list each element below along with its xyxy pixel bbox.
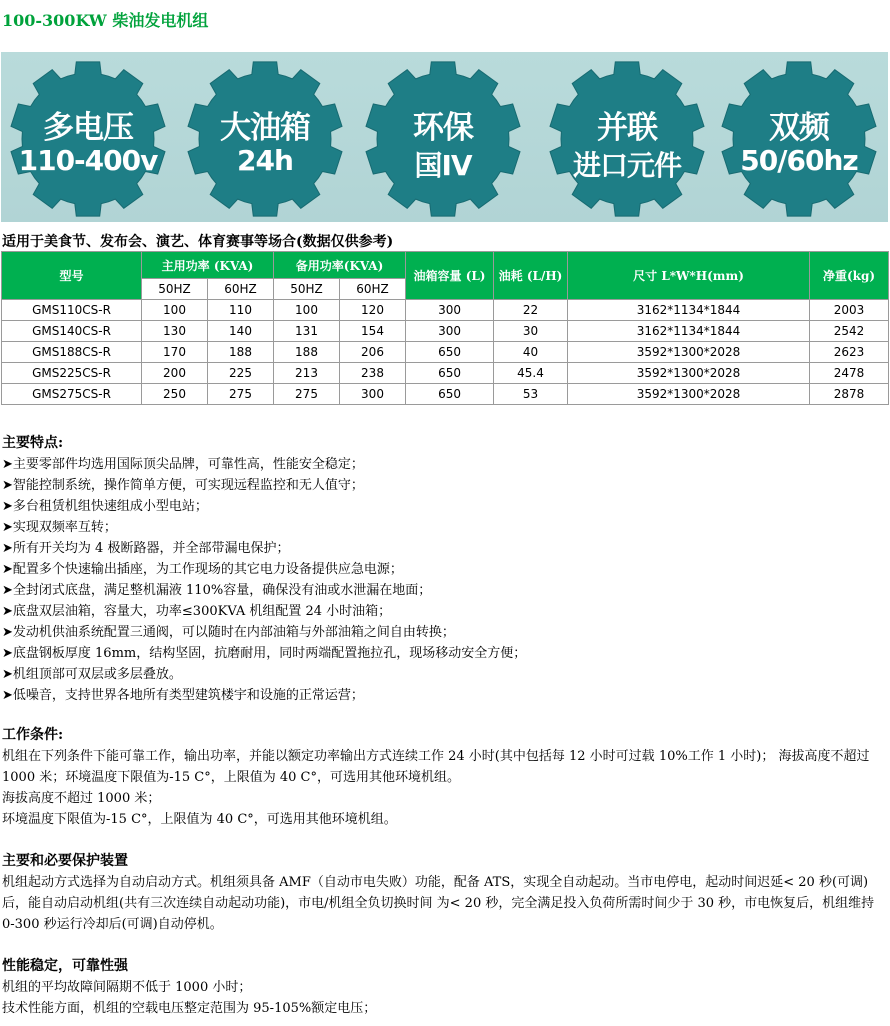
conditions-section: [2, 725, 886, 830]
cell-prime-60hz: 225: [208, 363, 274, 384]
cell-weight: 2623: [810, 342, 889, 363]
gear-subtitle: 24h: [237, 144, 293, 177]
cell-standby-50hz: 131: [274, 321, 340, 342]
spec-table: [1, 251, 889, 405]
gear-subtitle: 进口元件: [572, 149, 681, 182]
features-list: [2, 454, 526, 706]
cell-standby-60hz: 300: [340, 384, 406, 405]
cell-prime-50hz: 130: [142, 321, 208, 342]
arrow-bullet-icon: ➤: [2, 646, 13, 661]
cell-prime-60hz: 188: [208, 342, 274, 363]
reliability-heading: 性能稳定，可靠性强: [2, 958, 128, 974]
feature-text: 主要零部件均选用国际顶尖品牌，可靠性高，性能安全稳定；: [12, 457, 364, 472]
gear-title: 多电压: [43, 110, 133, 146]
arrow-bullet-icon: ➤: [2, 604, 13, 619]
reliability-section: [2, 956, 886, 1019]
gear-title: 并联: [597, 110, 657, 146]
cell-size: 3592*1300*2028: [568, 363, 810, 384]
cell-fuel: 45.4: [494, 363, 568, 384]
feature-item: [2, 496, 526, 517]
col-weight: 净重(kg): [810, 252, 889, 300]
reliability-mtbf: 机组的平均故障间隔期不低于 1000 小时；: [2, 980, 252, 995]
col-tank: 油箱容量 (L): [406, 252, 494, 300]
gear-title: 环保: [413, 110, 473, 146]
feature-text: 全封闭式底盘，满足整机漏液 110%容量，确保没有油或水泄漏在地面；: [12, 583, 432, 598]
arrow-bullet-icon: ➤: [2, 562, 13, 577]
table-row: [2, 342, 889, 363]
arrow-bullet-icon: ➤: [2, 583, 13, 598]
col-standby-50hz: 50HZ: [274, 279, 340, 300]
col-standby-power: 备用功率(KVA): [274, 252, 406, 279]
cell-prime-60hz: 140: [208, 321, 274, 342]
gear-multi-voltage: [7, 58, 169, 220]
gear-subtitle: 50/60hz: [740, 144, 858, 177]
cell-weight: 2478: [810, 363, 889, 384]
feature-item: [2, 538, 526, 559]
features-section: [2, 433, 526, 706]
col-prime-50hz: 50HZ: [142, 279, 208, 300]
cell-fuel: 30: [494, 321, 568, 342]
cell-prime-60hz: 110: [208, 300, 274, 321]
feature-text: 配置多个快速输出插座，为工作现场的其它电力设备提供应急电源；: [12, 562, 403, 577]
cell-prime-50hz: 100: [142, 300, 208, 321]
cell-tank: 650: [406, 384, 494, 405]
arrow-bullet-icon: ➤: [2, 688, 13, 703]
cell-standby-50hz: 100: [274, 300, 340, 321]
cell-size: 3592*1300*2028: [568, 384, 810, 405]
cell-tank: 650: [406, 363, 494, 384]
features-heading: 主要特点:: [2, 435, 64, 451]
feature-banner: [1, 52, 888, 222]
arrow-bullet-icon: ➤: [2, 541, 13, 556]
protection-section: [2, 851, 886, 935]
arrow-bullet-icon: ➤: [2, 478, 13, 493]
feature-item: [2, 643, 526, 664]
feature-item: [2, 664, 526, 685]
arrow-bullet-icon: ➤: [2, 625, 13, 640]
feature-text: 底盘钢板厚度 16mm，结构坚固，抗磨耐用，同时两端配置拖拉孔，现场移动安全方便；: [12, 646, 527, 661]
cell-standby-60hz: 206: [340, 342, 406, 363]
cell-tank: 300: [406, 321, 494, 342]
arrow-bullet-icon: ➤: [2, 667, 13, 682]
cell-size: 3162*1134*1844: [568, 300, 810, 321]
table-row: [2, 300, 889, 321]
conditions-heading: 工作条件:: [2, 727, 64, 743]
page-title: 100-300KW 柴油发电机组: [2, 11, 209, 30]
conditions-text: 机组在下列条件下能可靠工作，输出功率，并能以额定功率输出方式连续工作 24 小时(其中包括每 12 小时可过载 10%工作 1 小时)； 海拔高度不超过 1000 米；环境温度下限值为-15 C°，上限值为 40 C°，可选用其他环境机组。: [2, 749, 870, 785]
protection-text: 机组起动方式选择为自动启动方式。机组须具备 AMF（自动市电失败）功能，配备 ATS，实现全自动起动。当市电停电，起动时间迟延< 20 秒(可调)后，能自动启动机组(共有三次连续自动起动功能)，市电/机组全负切换时间 为< 20 秒，完全满足投入负荷所需时间少于 30 秒，市电恢复后，机组维持 0-300 秒运行冷却后(可调)自动停机。: [2, 875, 875, 932]
cell-weight: 2003: [810, 300, 889, 321]
arrow-bullet-icon: ➤: [2, 499, 13, 514]
cell-fuel: 40: [494, 342, 568, 363]
cell-standby-60hz: 238: [340, 363, 406, 384]
cell-model: GMS140CS-R: [2, 321, 142, 342]
cell-prime-50hz: 250: [142, 384, 208, 405]
cell-tank: 300: [406, 300, 494, 321]
feature-text: 机组顶部可双层或多层叠放。: [12, 667, 182, 682]
cell-weight: 2542: [810, 321, 889, 342]
feature-text: 智能控制系统，操作简单方便，可实现远程监控和无人值守；: [12, 478, 364, 493]
cell-prime-60hz: 275: [208, 384, 274, 405]
feature-text: 所有开关均为 4 极断路器，并全部带漏电保护；: [12, 541, 290, 556]
cell-standby-60hz: 154: [340, 321, 406, 342]
table-caption: 适用于美食节、发布会、演艺、体育赛事等场合(数据仅供参考): [2, 234, 394, 250]
col-prime-60hz: 60HZ: [208, 279, 274, 300]
cell-model: GMS275CS-R: [2, 384, 142, 405]
cell-standby-50hz: 188: [274, 342, 340, 363]
cell-model: GMS110CS-R: [2, 300, 142, 321]
feature-item: [2, 622, 526, 643]
col-size: 尺寸 L*W*H(mm): [568, 252, 810, 300]
feature-item: [2, 601, 526, 622]
cell-model: GMS188CS-R: [2, 342, 142, 363]
cell-weight: 2878: [810, 384, 889, 405]
arrow-bullet-icon: ➤: [2, 457, 13, 472]
cell-standby-50hz: 213: [274, 363, 340, 384]
table-row: [2, 384, 889, 405]
conditions-temperature: 环境温度下限值为-15 C°，上限值为 40 C°，可选用其他环境机组。: [2, 812, 397, 827]
gear-big-tank: [184, 58, 346, 220]
cell-size: 3592*1300*2028: [568, 342, 810, 363]
conditions-altitude: 海拔高度不超过 1000 米；: [2, 791, 161, 806]
gear-title: 大油箱: [220, 110, 310, 146]
protection-heading: 主要和必要保护装置: [2, 853, 128, 869]
reliability-voltage: 技术性能方面，机组的空载电压整定范围为 95-105%额定电压；: [2, 1001, 377, 1016]
cell-prime-50hz: 170: [142, 342, 208, 363]
col-standby-60hz: 60HZ: [340, 279, 406, 300]
cell-size: 3162*1134*1844: [568, 321, 810, 342]
feature-item: [2, 517, 526, 538]
gear-subtitle: 国IV: [414, 149, 472, 182]
col-prime-power: 主用功率 (KVA): [142, 252, 274, 279]
table-row: [2, 363, 889, 384]
gear-eco: [362, 58, 524, 220]
feature-text: 底盘双层油箱，容量大，功率≤300KVA 机组配置 24 小时油箱；: [12, 604, 392, 619]
arrow-bullet-icon: ➤: [2, 520, 13, 535]
col-fuel: 油耗 (L/H): [494, 252, 568, 300]
cell-prime-50hz: 200: [142, 363, 208, 384]
cell-standby-50hz: 275: [274, 384, 340, 405]
col-model: 型号: [2, 252, 142, 300]
cell-fuel: 22: [494, 300, 568, 321]
feature-item: [2, 580, 526, 601]
feature-text: 低噪音，支持世界各地所有类型建筑楼宇和设施的正常运营；: [12, 688, 364, 703]
feature-item: [2, 475, 526, 496]
gear-dual-frequency: [718, 58, 880, 220]
cell-fuel: 53: [494, 384, 568, 405]
gear-subtitle: 110-400v: [18, 144, 158, 177]
feature-text: 实现双频率互转；: [12, 520, 117, 535]
feature-text: 发动机供油系统配置三通阀，可以随时在内部油箱与外部油箱之间自由转换；: [12, 625, 455, 640]
feature-item: [2, 454, 526, 475]
table-row: [2, 321, 889, 342]
cell-model: GMS225CS-R: [2, 363, 142, 384]
gear-parallel: [546, 58, 708, 220]
cell-tank: 650: [406, 342, 494, 363]
feature-item: [2, 685, 526, 706]
cell-standby-60hz: 120: [340, 300, 406, 321]
gear-title: 双频: [769, 110, 829, 146]
feature-item: [2, 559, 526, 580]
feature-text: 多台租赁机组快速组成小型电站；: [12, 499, 208, 514]
